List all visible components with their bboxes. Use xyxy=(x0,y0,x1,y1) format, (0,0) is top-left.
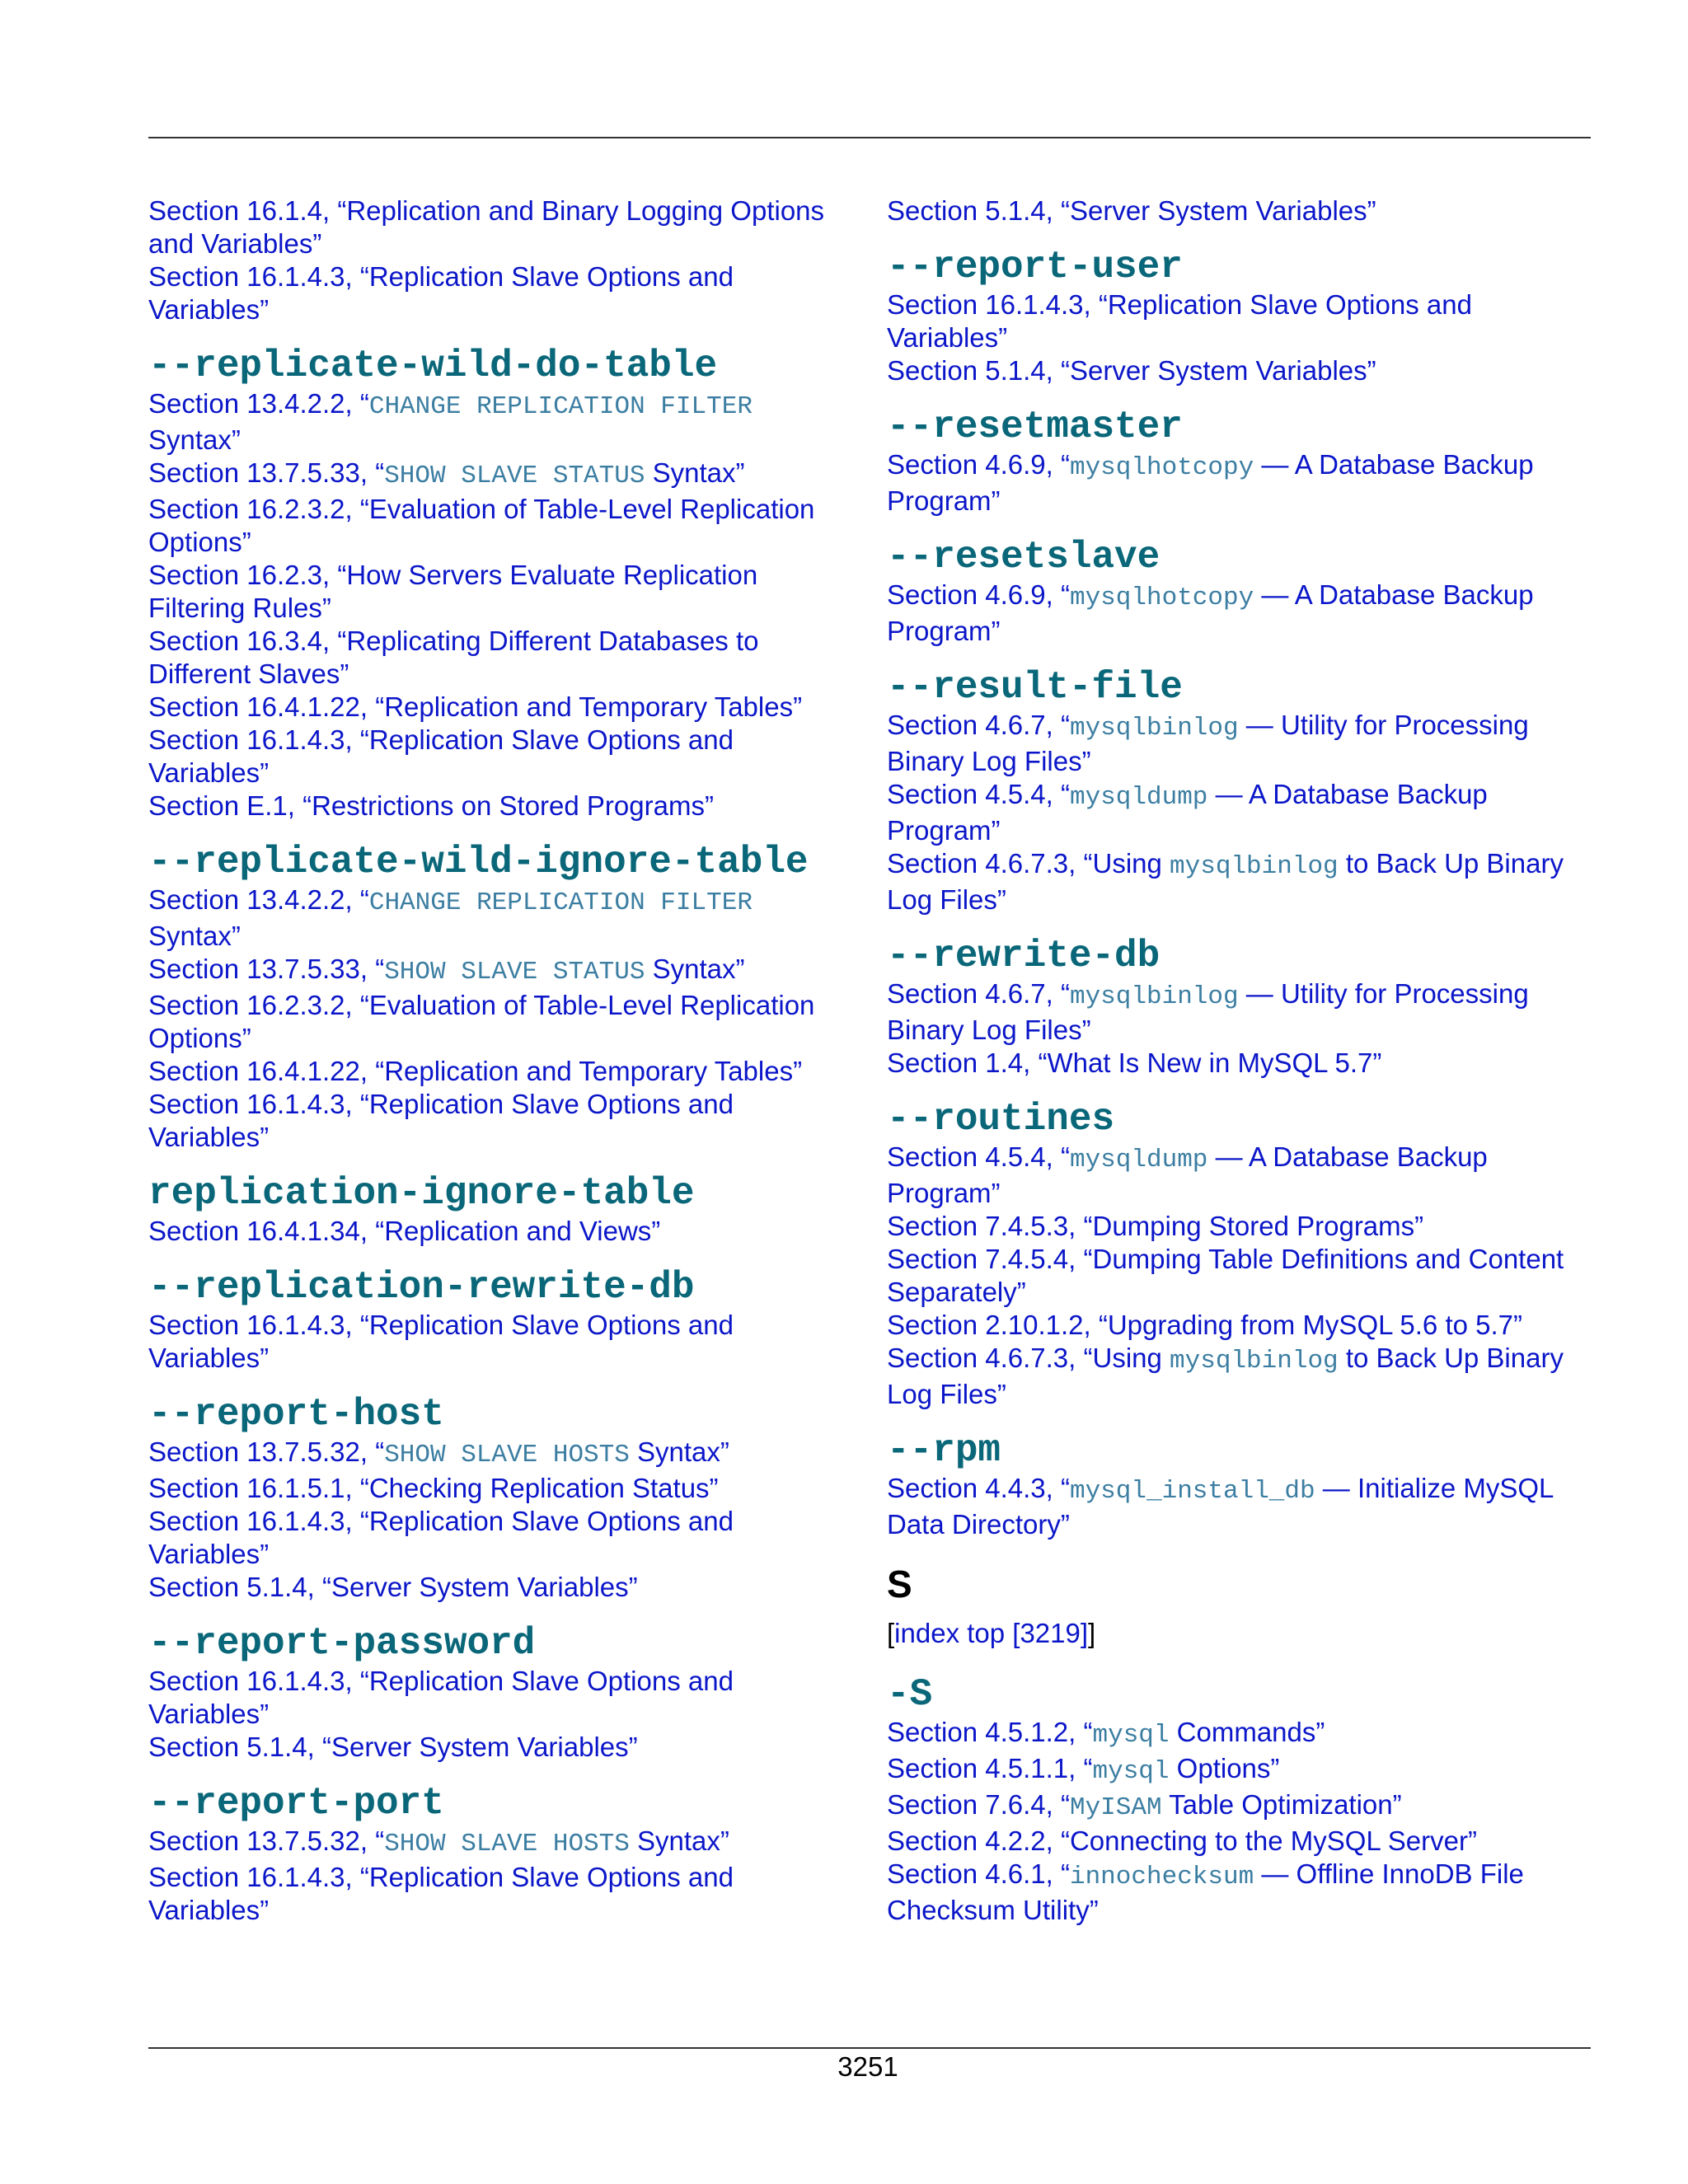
reference-text: Section 1.4, “What Is New in MySQL 5.7” xyxy=(887,1047,1382,1078)
section-reference-link[interactable] xyxy=(887,709,1596,745)
section-reference-link[interactable] xyxy=(148,658,857,691)
reference-text: Section 4.2.2, “Connecting to the MySQL Server” xyxy=(887,1825,1477,1856)
reference-code-text: mysqlbinlog xyxy=(1069,982,1239,1011)
section-reference-link[interactable] xyxy=(887,485,1596,518)
index-term: --replicate-wild-ignore-table xyxy=(148,841,809,883)
reference-text: Section 4.5.4, “ xyxy=(887,779,1070,809)
reference-text: Section 16.3.4, “Replicating Different Databases to xyxy=(148,626,759,656)
reference-text: Section 4.6.1, “ xyxy=(887,1858,1070,1889)
reference-text: Syntax” xyxy=(629,1825,729,1856)
reference-text: Section 4.5.4, “ xyxy=(887,1141,1070,1172)
reference-text: Section 16.1.4, “Replication and Binary Logging Options xyxy=(148,195,825,226)
section-reference-link[interactable] xyxy=(148,1309,857,1342)
index-term: --resetslave xyxy=(887,536,1160,579)
section-reference-link[interactable] xyxy=(148,260,857,293)
section-reference-link[interactable] xyxy=(148,1215,857,1248)
section-reference-link[interactable] xyxy=(148,953,857,989)
section-reference-link[interactable] xyxy=(148,457,857,493)
section-reference-link[interactable] xyxy=(148,1665,857,1698)
section-reference-link[interactable] xyxy=(887,1309,1596,1342)
section-reference-link[interactable] xyxy=(148,1861,857,1894)
reference-text: Options” xyxy=(148,527,251,557)
reference-text: Section 13.7.5.33, “ xyxy=(148,457,385,488)
section-reference-link[interactable] xyxy=(887,1342,1596,1378)
section-reference-link[interactable] xyxy=(887,579,1596,615)
section-reference-link[interactable] xyxy=(887,814,1596,847)
section-reference-link[interactable] xyxy=(887,448,1596,485)
index-entry xyxy=(148,1172,857,1248)
index-entry xyxy=(148,344,857,823)
reference-code-text: mysqlbinlog xyxy=(1170,852,1339,881)
reference-text: Log Files” xyxy=(887,884,1006,915)
reference-text: Variables” xyxy=(148,1122,270,1152)
reference-text: Section 13.7.5.33, “ xyxy=(148,954,385,984)
reference-text: — Utility for Processing xyxy=(1238,710,1529,740)
index-entry xyxy=(148,1622,857,1764)
section-reference-link[interactable] xyxy=(148,1538,857,1571)
reference-text: Section 16.2.3, “How Servers Evaluate Replication xyxy=(148,560,758,590)
section-reference-link[interactable] xyxy=(148,920,857,953)
reference-code-text: CHANGE REPLICATION FILTER xyxy=(368,392,753,421)
section-reference-link[interactable] xyxy=(887,1141,1596,1177)
reference-text: Variables” xyxy=(148,294,270,325)
index-term: --replicate-wild-do-table xyxy=(148,344,718,387)
section-reference-link[interactable] xyxy=(148,1121,857,1154)
reference-text: Section 4.6.7, “ xyxy=(887,978,1070,1009)
reference-text: Section 13.7.5.32, “ xyxy=(148,1825,385,1856)
section-reference-link[interactable] xyxy=(887,1716,1596,1752)
reference-text: Variables” xyxy=(148,1343,270,1373)
reference-text: — Offline InnoDB File xyxy=(1254,1858,1524,1889)
section-reference-link[interactable] xyxy=(148,592,857,625)
reference-text: and Variables” xyxy=(148,228,322,259)
section-letter: S xyxy=(887,1563,912,1605)
reference-text: Section 13.4.2.2, “ xyxy=(148,388,369,419)
reference-text: Section 16.1.4.3, “Replication Slave Options and xyxy=(148,261,734,292)
reference-text: Binary Log Files” xyxy=(887,746,1091,776)
reference-code-text: mysql_install_db xyxy=(1069,1477,1315,1506)
right-entries-b xyxy=(887,1673,1596,1927)
section-reference-link[interactable] xyxy=(887,883,1596,916)
index-entry xyxy=(887,935,1596,1080)
index-term: --report-password xyxy=(148,1622,536,1665)
reference-text: Options” xyxy=(148,1023,251,1053)
section-reference-link[interactable] xyxy=(148,387,857,424)
index-entry xyxy=(887,405,1596,518)
reference-text: Section 5.1.4, “Server System Variables” xyxy=(148,1572,638,1602)
section-reference-link[interactable] xyxy=(148,790,857,823)
reference-text: Different Slaves” xyxy=(148,658,349,689)
reference-text: Program” xyxy=(887,815,1001,846)
section-reference-link[interactable] xyxy=(148,227,857,260)
section-reference-link[interactable] xyxy=(887,354,1596,387)
reference-text: Syntax” xyxy=(645,457,745,488)
index-entry xyxy=(887,1673,1596,1927)
reference-text: Section 4.4.3, “ xyxy=(887,1473,1070,1503)
section-reference-link[interactable] xyxy=(887,745,1596,778)
section-reference-link[interactable] xyxy=(148,1894,857,1927)
index-entry xyxy=(887,1098,1596,1411)
reference-text: Section 16.1.4.3, “Replication Slave Options and xyxy=(887,289,1472,320)
reference-text: Separately” xyxy=(887,1277,1026,1307)
reference-text: Section 4.5.1.1, “ xyxy=(887,1753,1093,1783)
reference-text: — A Database Backup xyxy=(1254,579,1534,610)
index-top xyxy=(887,1617,1596,1650)
section-reference-link[interactable] xyxy=(887,194,1596,227)
section-reference-link[interactable] xyxy=(148,1825,857,1861)
reference-code-text: mysqlbinlog xyxy=(1170,1347,1339,1376)
section-reference-link[interactable] xyxy=(887,1472,1596,1508)
section-reference-link[interactable] xyxy=(148,757,857,790)
reference-text: — A Database Backup xyxy=(1207,1141,1488,1172)
reference-code-text: mysqlhotcopy xyxy=(1069,453,1254,482)
section-reference-link[interactable] xyxy=(887,1014,1596,1047)
reference-code-text: SHOW SLAVE HOSTS xyxy=(384,1441,630,1469)
reference-text: Section 16.4.1.22, “Replication and Temporary Tables” xyxy=(148,691,803,722)
reference-code-text: mysqldump xyxy=(1069,783,1208,812)
section-reference-link[interactable] xyxy=(148,1055,857,1088)
index-entry xyxy=(148,1266,857,1375)
reference-text: Log Files” xyxy=(887,1379,1006,1409)
index-entry xyxy=(887,246,1596,387)
reference-text: Syntax” xyxy=(645,954,745,984)
reference-text: — Utility for Processing xyxy=(1238,978,1529,1009)
reference-text: Section 5.1.4, “Server System Variables” xyxy=(887,195,1376,226)
index-entry xyxy=(887,536,1596,648)
section-reference-link[interactable] xyxy=(887,1177,1596,1210)
reference-text: Data Directory” xyxy=(887,1509,1070,1540)
reference-code-text: MyISAM xyxy=(1069,1793,1162,1822)
reference-text: Program” xyxy=(887,485,1001,516)
index-term: --resetmaster xyxy=(887,405,1183,448)
index-term: --result-file xyxy=(887,666,1183,709)
index-term: --report-host xyxy=(148,1393,444,1436)
reference-text: Variables” xyxy=(148,1895,270,1925)
section-reference-link[interactable] xyxy=(148,1731,857,1764)
reference-text: Section 16.1.4.3, “Replication Slave Options and xyxy=(148,1310,734,1340)
index-top-link[interactable]: index top [3219] xyxy=(894,1618,1089,1648)
reference-text: Section 4.6.7.3, “Using xyxy=(887,1343,1170,1373)
reference-code-text: mysqldump xyxy=(1069,1146,1208,1174)
section-reference-link[interactable] xyxy=(887,1825,1596,1858)
reference-text: Syntax” xyxy=(148,921,241,951)
index-term: replication-ignore-table xyxy=(148,1172,695,1215)
index-entry xyxy=(887,666,1596,916)
section-reference-link[interactable] xyxy=(887,1276,1596,1309)
reference-code-text: SHOW SLAVE STATUS xyxy=(384,462,645,490)
section-reference-link[interactable] xyxy=(148,526,857,559)
reference-text: — A Database Backup xyxy=(1254,449,1534,480)
section-reference-link[interactable] xyxy=(887,977,1596,1014)
header-rule xyxy=(148,137,1591,138)
left-entries xyxy=(148,344,857,1927)
section-reference-link[interactable] xyxy=(148,1088,857,1121)
reference-text: Commands” xyxy=(1169,1717,1325,1747)
section-reference-link[interactable] xyxy=(887,1858,1596,1894)
index-term: --rewrite-db xyxy=(887,935,1160,977)
reference-code-text: innochecksum xyxy=(1069,1863,1254,1891)
reference-text: Section 16.1.4.3, “Replication Slave Options and xyxy=(148,1862,734,1892)
reference-text: Section 5.1.4, “Server System Variables” xyxy=(148,1732,638,1762)
index-entry-continued xyxy=(148,194,857,326)
index-term: --routines xyxy=(887,1098,1115,1141)
index-entry xyxy=(148,1782,857,1927)
reference-text: Section 7.4.5.3, “Dumping Stored Programs” xyxy=(887,1211,1424,1241)
reference-text: Options” xyxy=(1169,1753,1280,1783)
reference-text: Section 16.1.4.3, “Replication Slave Options and xyxy=(148,1089,734,1119)
right-column xyxy=(887,194,1596,1945)
section-reference-link[interactable] xyxy=(887,1788,1596,1825)
section-reference-link[interactable] xyxy=(148,691,857,724)
reference-text: Section 16.1.4.3, “Replication Slave Options and xyxy=(148,1506,734,1536)
section-reference-link[interactable] xyxy=(148,1505,857,1538)
reference-text: Section 4.6.7, “ xyxy=(887,710,1070,740)
index-entry xyxy=(148,841,857,1154)
reference-text: Section 16.1.5.1, “Checking Replication Status” xyxy=(148,1473,719,1503)
reference-text: Variables” xyxy=(148,1699,270,1729)
reference-text: Syntax” xyxy=(629,1436,729,1467)
section-reference-link[interactable] xyxy=(148,724,857,757)
reference-text: Section 5.1.4, “Server System Variables” xyxy=(887,355,1376,386)
section-reference-link[interactable] xyxy=(887,1243,1596,1276)
section-reference-link[interactable] xyxy=(148,625,857,658)
reference-text: Section 4.6.7.3, “Using xyxy=(887,848,1170,879)
index-term: -S xyxy=(887,1673,933,1716)
reference-text: Section 13.7.5.32, “ xyxy=(148,1436,385,1467)
reference-text: Section 16.2.3.2, “Evaluation of Table-Level Replication xyxy=(148,990,815,1020)
index-entry xyxy=(148,1393,857,1604)
reference-text: Variables” xyxy=(887,322,1008,353)
reference-text: Section 2.10.1.2, “Upgrading from MySQL 5.6 to 5.7” xyxy=(887,1310,1523,1340)
index-term: --report-user xyxy=(887,246,1183,288)
reference-code-text: mysqlhotcopy xyxy=(1069,583,1254,612)
reference-code-text: SHOW SLAVE STATUS xyxy=(384,958,645,987)
section-reference-link[interactable] xyxy=(148,989,857,1022)
reference-text: Section 16.2.3.2, “Evaluation of Table-Level Replication xyxy=(148,494,815,524)
section-reference-link[interactable] xyxy=(887,615,1596,648)
section-reference-link[interactable] xyxy=(887,1047,1596,1080)
reference-text: to Back Up Binary xyxy=(1338,1343,1564,1373)
reference-text: Binary Log Files” xyxy=(887,1015,1091,1045)
section-reference-link[interactable] xyxy=(887,321,1596,354)
reference-text: Section 7.6.4, “ xyxy=(887,1789,1070,1820)
footer-rule xyxy=(148,2047,1591,2049)
index-entry xyxy=(887,1429,1596,1541)
index-term: --rpm xyxy=(887,1429,1001,1472)
reference-text: Variables” xyxy=(148,1539,270,1569)
reference-text: Section 4.5.1.2, “ xyxy=(887,1717,1093,1747)
reference-code-text: CHANGE REPLICATION FILTER xyxy=(368,888,753,917)
reference-text: Variables” xyxy=(148,757,270,788)
section-reference-link[interactable] xyxy=(887,778,1596,814)
reference-text: Section 16.4.1.22, “Replication and Temporary Tables” xyxy=(148,1056,803,1086)
page-number: 3251 xyxy=(837,2051,898,2082)
reference-text: Program” xyxy=(887,1178,1001,1208)
reference-text: Section 16.1.4.3, “Replication Slave Options and xyxy=(148,724,734,755)
section-reference-link[interactable] xyxy=(887,1378,1596,1411)
bracket-open: [ xyxy=(887,1618,895,1648)
section-reference-link[interactable] xyxy=(148,1022,857,1055)
reference-text: Program” xyxy=(887,616,1001,646)
reference-text: Section 16.4.1.34, “Replication and Views” xyxy=(148,1216,661,1246)
section-reference-link[interactable] xyxy=(887,847,1596,883)
reference-text: Checksum Utility” xyxy=(887,1895,1099,1925)
section-reference-link[interactable] xyxy=(148,493,857,526)
section-reference-link[interactable] xyxy=(148,424,857,457)
section-reference-link[interactable] xyxy=(148,1472,857,1505)
index-term: --report-port xyxy=(148,1782,444,1825)
reference-text: to Back Up Binary xyxy=(1338,848,1564,879)
reference-text: Section 13.4.2.2, “ xyxy=(148,884,369,915)
index-entry-continued xyxy=(887,194,1596,227)
section-reference-link[interactable] xyxy=(148,883,857,920)
section-reference-link[interactable] xyxy=(148,1571,857,1604)
reference-text: Table Optimization” xyxy=(1161,1789,1402,1820)
reference-text: Filtering Rules” xyxy=(148,593,331,623)
section-reference-link[interactable] xyxy=(887,288,1596,321)
section-reference-link[interactable] xyxy=(148,1342,857,1375)
reference-code-text: SHOW SLAVE HOSTS xyxy=(384,1830,630,1858)
section-reference-link[interactable] xyxy=(148,194,857,227)
section-reference-link[interactable] xyxy=(148,1698,857,1731)
section-reference-link[interactable] xyxy=(887,1210,1596,1243)
reference-text: Section 16.1.4.3, “Replication Slave Options and xyxy=(148,1666,734,1696)
section-reference-link[interactable] xyxy=(148,559,857,592)
left-column xyxy=(148,194,857,1945)
reference-text: — A Database Backup xyxy=(1207,779,1488,809)
reference-text: Section 7.4.5.4, “Dumping Table Definitions and Content xyxy=(887,1244,1564,1274)
section-reference-link[interactable] xyxy=(887,1752,1596,1788)
index-term: --replication-rewrite-db xyxy=(148,1266,695,1309)
reference-text: — Initialize MySQL xyxy=(1315,1473,1554,1503)
section-reference-link[interactable] xyxy=(148,293,857,326)
reference-code-text: mysql xyxy=(1092,1757,1170,1786)
reference-text: Syntax” xyxy=(148,424,241,455)
reference-text: Section 4.6.9, “ xyxy=(887,449,1070,480)
reference-code-text: mysql xyxy=(1092,1721,1170,1750)
reference-code-text: mysqlbinlog xyxy=(1069,714,1239,743)
reference-text: Section E.1, “Restrictions on Stored Programs” xyxy=(148,790,714,821)
right-entries-a xyxy=(887,246,1596,1541)
section-reference-link[interactable] xyxy=(887,1894,1596,1927)
reference-text: Section 4.6.9, “ xyxy=(887,579,1070,610)
section-reference-link[interactable] xyxy=(887,1508,1596,1541)
bracket-close: ] xyxy=(1088,1618,1096,1648)
section-reference-link[interactable] xyxy=(148,1436,857,1472)
